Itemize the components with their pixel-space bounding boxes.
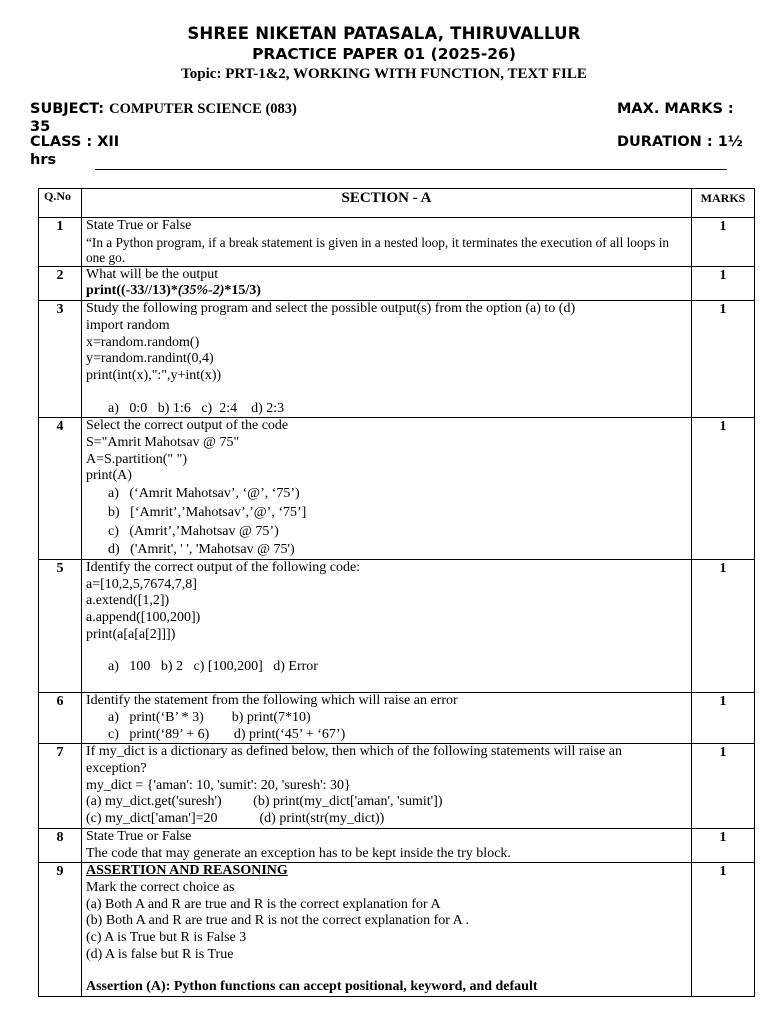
table-row: [39, 218, 755, 267]
choice-line: (a) Both A and R are true and R is the correct explanation for A: [86, 896, 441, 912]
marks-header: MARKS: [692, 189, 755, 218]
code-part: *15/3): [224, 283, 261, 299]
answer-option: a) (‘Amrit Mahotsav’, ‘@’, ‘75’): [108, 486, 300, 502]
code-part: print((-33//13)*: [86, 283, 178, 299]
code-line: import random: [86, 317, 170, 333]
answer-options: a) 100 b) 2 c) [100,200] d) Error: [108, 659, 318, 675]
question-marks: 1: [692, 559, 755, 692]
question-text: [82, 418, 692, 560]
question-line: Select the correct output of the code: [86, 418, 289, 434]
code-part-italic: (35%-2): [177, 283, 225, 299]
question-text: [82, 266, 692, 300]
table-row: [39, 744, 755, 829]
question-marks: 1: [692, 301, 755, 418]
table-row: [39, 863, 755, 997]
answer-option: (a) my_dict.get('suresh') (b) print(my_dict['aman', 'sumit']): [86, 794, 443, 810]
question-text: [82, 744, 692, 829]
question-line: Identify the correct output of the following code:: [86, 559, 361, 575]
code-line: [86, 283, 687, 300]
question-marks: 1: [692, 418, 755, 560]
header-divider: [95, 169, 727, 170]
choice-line: (d) A is false but R is True: [86, 946, 234, 962]
code-line: print(A): [86, 468, 132, 484]
code-line: y=random.randint(0,4): [86, 351, 214, 367]
code-line: print(int(x),":",y+int(x)): [86, 367, 222, 383]
question-line: Identify the statement from the following which will raise an error: [86, 693, 458, 709]
max-marks-label: MAX. MARKS :: [617, 101, 734, 117]
table-row: [39, 559, 755, 692]
question-line: Study the following program and select the possible output(s) from the option (a) to (d): [86, 301, 576, 317]
question-text: [82, 301, 692, 418]
question-number: 2: [39, 266, 82, 300]
answer-options: a) 0:0 b) 1:6 c) 2:4 d) 2:3: [108, 400, 285, 416]
assertion-text: Assertion (A): Python functions can accept positional, keyword, and default: [86, 979, 538, 995]
question-number: 4: [39, 418, 82, 560]
table-row: [39, 828, 755, 862]
code-line: print(a[a[a[2]]]): [86, 626, 176, 642]
paper-topic: Topic: PRT-1&2, WORKING WITH FUNCTION, TEXT FILE: [181, 66, 587, 82]
subject-label: SUBJECT:: [30, 101, 105, 117]
question-line: State True or False: [86, 828, 192, 844]
question-number: 3: [39, 301, 82, 418]
answer-option: c) (Amrit’,’Mahotsav @ 75’): [108, 523, 279, 539]
answer-option: (c) my_dict['aman']=20 (d) print(str(my_dict)): [86, 811, 385, 827]
question-text: [82, 559, 692, 692]
question-line: Mark the correct choice as: [86, 879, 235, 895]
table-row: [39, 418, 755, 560]
duration-unit: hrs: [30, 152, 57, 168]
max-marks-value: 35: [30, 119, 51, 135]
question-number: 6: [39, 693, 82, 744]
choice-line: (c) A is True but R is False 3: [86, 930, 247, 946]
subject-value: COMPUTER SCIENCE (083): [109, 101, 297, 117]
code-line: my_dict = {'aman': 10, 'sumit': 20, 'suresh': 30}: [86, 777, 351, 793]
code-line: a=[10,2,5,7674,7,8]: [86, 576, 197, 592]
subject-line: [30, 101, 297, 118]
question-table: [38, 188, 755, 997]
qno-header: Q.No: [39, 189, 82, 218]
question-text: [82, 828, 692, 862]
question-number: 5: [39, 559, 82, 692]
code-line: A=S.partition(" "): [86, 451, 187, 467]
section-header: SECTION - A: [82, 189, 692, 218]
answer-option: c) print(‘89’ + 6) d) print(‘45’ + ‘67’): [108, 726, 346, 742]
class-label: CLASS : XII: [30, 134, 120, 150]
question-line: If my_dict is a dictionary as defined below, then which of the following statements will raise an exception?: [86, 744, 626, 776]
answer-option: a) print(‘B’ * 3) b) print(7*10): [108, 709, 311, 725]
question-text: [82, 693, 692, 744]
code-line: x=random.random(): [86, 334, 200, 350]
question-marks: 1: [692, 828, 755, 862]
question-number: 8: [39, 828, 82, 862]
question-text: [82, 863, 692, 997]
question-text: [82, 218, 692, 267]
question-marks: 1: [692, 693, 755, 744]
question-number: 9: [39, 863, 82, 997]
code-line: a.extend([1,2]): [86, 593, 170, 609]
question-marks: 1: [692, 266, 755, 300]
code-line: S="Amrit Mahotsav @ 75": [86, 435, 240, 451]
question-line: State True or False: [86, 218, 192, 233]
question-marks: 1: [692, 744, 755, 829]
answer-option: d) ('Amrit', ' ', 'Mahotsav @ 75'): [108, 542, 295, 558]
paper-title: PRACTICE PAPER 01 (2025-26): [252, 45, 516, 63]
question-number: 7: [39, 744, 82, 829]
question-line: What will be the output: [86, 266, 219, 282]
table-header-row: [39, 189, 755, 218]
duration-label: DURATION : 1½: [617, 134, 743, 150]
table-row: [39, 693, 755, 744]
section-heading: ASSERTION AND REASONING: [86, 863, 288, 879]
code-line: a.append([100,200]): [86, 610, 201, 626]
choice-line: (b) Both A and R are true and R is not the correct explanation for A .: [86, 913, 469, 929]
school-name: SHREE NIKETAN PATASALA, THIRUVALLUR: [187, 24, 581, 43]
question-marks: 1: [692, 218, 755, 267]
question-number: 1: [39, 218, 82, 267]
question-line: “In a Python program, if a break statement is given in a nested loop, it terminates the execution of all loops in one go.: [86, 234, 673, 266]
question-line: The code that may generate an exception has to be kept inside the try block.: [86, 845, 511, 861]
table-row: [39, 266, 755, 300]
table-row: [39, 301, 755, 418]
answer-option: b) [‘Amrit’,’Mahotsav’,’@’, ‘75’]: [108, 504, 307, 520]
question-marks: 1: [692, 863, 755, 997]
